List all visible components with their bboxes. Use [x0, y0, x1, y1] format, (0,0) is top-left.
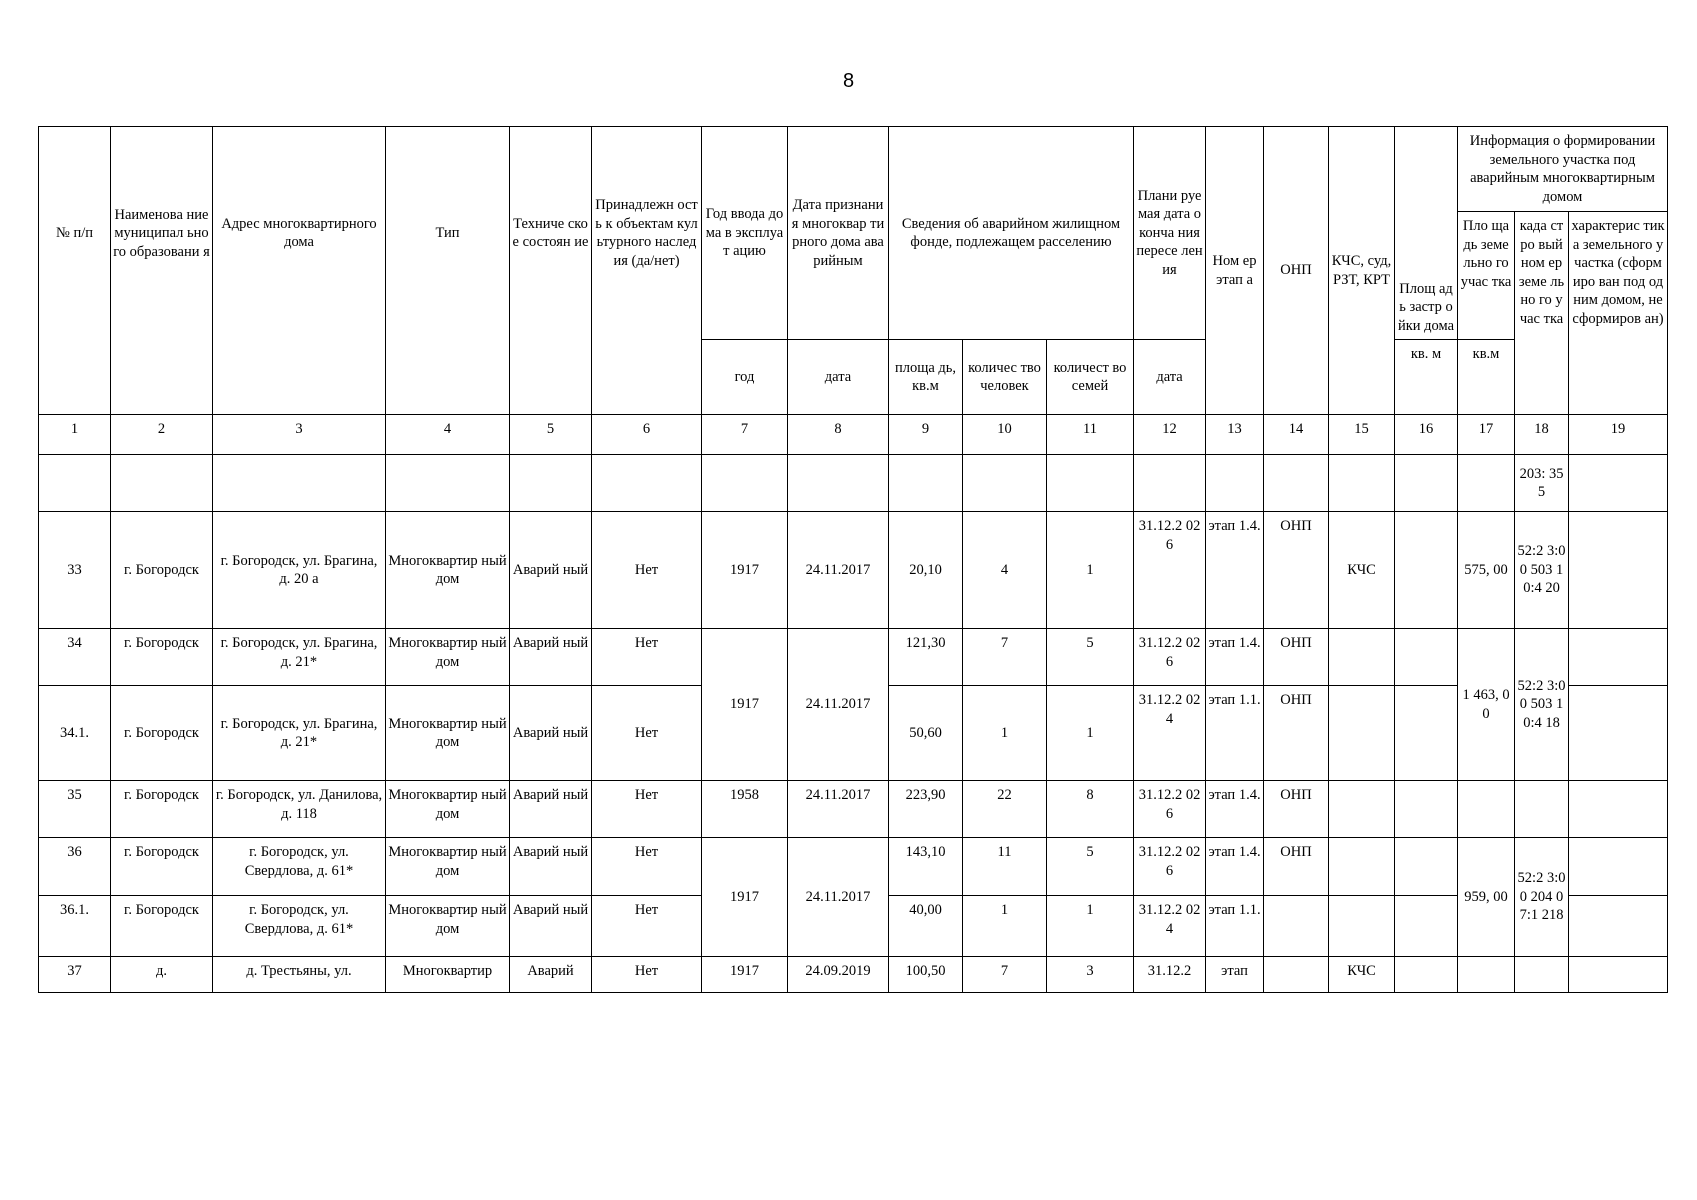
- table-cell: [788, 455, 889, 512]
- header-unit-families: количест во семей: [1047, 340, 1134, 415]
- technical-state: Аварий ный: [510, 686, 592, 781]
- address: г. Богородск, ул. Свердлова, д. 61*: [213, 896, 386, 957]
- onp: ОНП: [1264, 512, 1329, 629]
- people-count: 7: [963, 957, 1047, 993]
- table-cell: [1395, 838, 1458, 896]
- stage: этап 1.4.: [1206, 838, 1264, 896]
- header-municipality: Наименова ние муниципал ьного образовани я: [111, 127, 213, 340]
- technical-state: Аварий ный: [510, 781, 592, 838]
- building-type: Многоквартир ный дом: [386, 838, 510, 896]
- header-technical-state: Техниче ское состоян ие: [510, 127, 592, 340]
- land-area: 575, 00: [1458, 512, 1515, 629]
- planned-end-date: 31.12.2 026: [1134, 629, 1206, 686]
- area: 20,10: [889, 512, 963, 629]
- header-cell: [510, 340, 592, 415]
- building-type: Многоквартир ный дом: [386, 686, 510, 781]
- heritage: Нет: [592, 629, 702, 686]
- table-cell: [1569, 512, 1668, 629]
- address: г. Богородск, ул. Брагина, д. 21*: [213, 629, 386, 686]
- table-cell: [1569, 629, 1668, 686]
- table-cell: [1569, 838, 1668, 896]
- municipality: г. Богородск: [111, 781, 213, 838]
- area: 143,10: [889, 838, 963, 896]
- planned-end-date: 31.12.2 026: [1134, 512, 1206, 629]
- table-cell: [1329, 781, 1395, 838]
- land-area: 1 463, 00: [1458, 629, 1515, 781]
- commission-year: 1917: [702, 957, 788, 993]
- table-cell: [1458, 781, 1515, 838]
- column-number: 3: [213, 415, 386, 455]
- table-cell: [39, 455, 111, 512]
- building-type: Многоквартир: [386, 957, 510, 993]
- address: г. Богородск, ул. Свердлова, д. 61*: [213, 838, 386, 896]
- header-cadastral-number: када стро вый ном ер земе льно го учас тка: [1515, 212, 1569, 415]
- header-cell: [213, 340, 386, 415]
- column-number: 8: [788, 415, 889, 455]
- onp: ОНП: [1264, 838, 1329, 896]
- family-count: 5: [1047, 629, 1134, 686]
- address: г. Богородск, ул. Данилова, д. 118: [213, 781, 386, 838]
- emergency-date: 24.11.2017: [788, 512, 889, 629]
- emergency-date: 24.09.2019: [788, 957, 889, 993]
- table-cell: [1395, 629, 1458, 686]
- people-count: 11: [963, 838, 1047, 896]
- header-land-plot-info: Информация о формировании земельного участка под аварийным многоквартирным домом: [1458, 127, 1668, 212]
- stage: этап: [1206, 957, 1264, 993]
- column-number: 9: [889, 415, 963, 455]
- table-cell: [1329, 629, 1395, 686]
- table-cell: [1395, 781, 1458, 838]
- column-number: 2: [111, 415, 213, 455]
- column-number: 14: [1264, 415, 1329, 455]
- emergency-date: 24.11.2017: [788, 838, 889, 957]
- table-cell: [510, 455, 592, 512]
- people-count: 4: [963, 512, 1047, 629]
- cadastral-number: 203: 355: [1515, 455, 1569, 512]
- table-cell: [1329, 686, 1395, 781]
- header-unit-building-area: кв. м: [1395, 340, 1458, 415]
- header-unit-area: площа дь, кв.м: [889, 340, 963, 415]
- table-cell: [111, 455, 213, 512]
- table-cell: [1206, 455, 1264, 512]
- table-row: [39, 838, 1668, 896]
- commission-year: 1917: [702, 838, 788, 957]
- header-onp: ОНП: [1264, 127, 1329, 415]
- column-number: 10: [963, 415, 1047, 455]
- stage: этап 1.1.: [1206, 896, 1264, 957]
- header-housing-info: Сведения об аварийном жилищном фонде, подлежащем расселению: [889, 127, 1134, 340]
- row-number: 36.1.: [39, 896, 111, 957]
- municipality: г. Богородск: [111, 512, 213, 629]
- family-count: 1: [1047, 512, 1134, 629]
- emergency-date: 24.11.2017: [788, 629, 889, 781]
- table-cell: [1047, 455, 1134, 512]
- technical-state: Аварий: [510, 957, 592, 993]
- row-number: 34: [39, 629, 111, 686]
- table-cell: [592, 455, 702, 512]
- row-number: 35: [39, 781, 111, 838]
- kchs: КЧС: [1329, 957, 1395, 993]
- heritage: Нет: [592, 686, 702, 781]
- header-cell: [386, 340, 510, 415]
- address: д. Трестьяны, ул.: [213, 957, 386, 993]
- table-cell: [1329, 896, 1395, 957]
- header-land-characteristics: характерис тика земельного участка (сформиро ван под одним домом, не сформиров ан): [1569, 212, 1668, 415]
- table-cell: [1569, 686, 1668, 781]
- header-cell: [111, 340, 213, 415]
- people-count: 7: [963, 629, 1047, 686]
- column-number: 17: [1458, 415, 1515, 455]
- people-count: 1: [963, 896, 1047, 957]
- header-type: Тип: [386, 127, 510, 340]
- column-number: 18: [1515, 415, 1569, 455]
- header-kchs: КЧС, суд, РЗТ, КРТ: [1329, 127, 1395, 415]
- family-count: 8: [1047, 781, 1134, 838]
- table-cell: [1569, 896, 1668, 957]
- column-number: 13: [1206, 415, 1264, 455]
- column-number: 19: [1569, 415, 1668, 455]
- table-cell: [1329, 455, 1395, 512]
- column-number: 5: [510, 415, 592, 455]
- stage: этап 1.1.: [1206, 686, 1264, 781]
- table-cell: [1395, 957, 1458, 993]
- land-area: 959, 00: [1458, 838, 1515, 957]
- planned-end-date: 31.12.2: [1134, 957, 1206, 993]
- table-cell: [1395, 512, 1458, 629]
- heritage: Нет: [592, 896, 702, 957]
- column-number: 12: [1134, 415, 1206, 455]
- planned-end-date: 31.12.2 026: [1134, 838, 1206, 896]
- header-unit-people: количес тво человек: [963, 340, 1047, 415]
- building-type: Многоквартир ный дом: [386, 781, 510, 838]
- planned-end-date: 31.12.2 024: [1134, 686, 1206, 781]
- header-row-number: № п/п: [39, 127, 111, 340]
- table-cell: [1458, 455, 1515, 512]
- planned-end-date: 31.12.2 026: [1134, 781, 1206, 838]
- row-number: 34.1.: [39, 686, 111, 781]
- planned-end-date: 31.12.2 024: [1134, 896, 1206, 957]
- header-row: [39, 127, 1668, 212]
- column-numbers-row: [39, 415, 1668, 455]
- technical-state: Аварий ный: [510, 838, 592, 896]
- table-cell: [1515, 781, 1569, 838]
- row-number: 33: [39, 512, 111, 629]
- table-cell: [1395, 686, 1458, 781]
- table-row: [39, 781, 1668, 838]
- header-address: Адрес многоквартирного дома: [213, 127, 386, 340]
- table-row: [39, 957, 1668, 993]
- header-unit-end-date: дата: [1134, 340, 1206, 415]
- table-cell: [1264, 455, 1329, 512]
- emergency-date: 24.11.2017: [788, 781, 889, 838]
- table-cell: [1395, 455, 1458, 512]
- onp: ОНП: [1264, 686, 1329, 781]
- people-count: 22: [963, 781, 1047, 838]
- stage: этап 1.4.: [1206, 512, 1264, 629]
- heritage: Нет: [592, 838, 702, 896]
- family-count: 1: [1047, 686, 1134, 781]
- stage: этап 1.4.: [1206, 629, 1264, 686]
- building-type: Многоквартир ный дом: [386, 512, 510, 629]
- area: 40,00: [889, 896, 963, 957]
- family-count: 5: [1047, 838, 1134, 896]
- header-stage-number: Ном ер этап а: [1206, 127, 1264, 415]
- header-heritage: Принадлежн ость к объектам культурного наследия (да/нет): [592, 127, 702, 340]
- header-commission-year: Год ввода дома в эксплуат ацию: [702, 127, 788, 340]
- cadastral-number: 52:2 3:00 503 10:4 18: [1515, 629, 1569, 781]
- emergency-housing-table: [38, 126, 1668, 993]
- commission-year: 1917: [702, 629, 788, 781]
- family-count: 1: [1047, 896, 1134, 957]
- table-cell: [1569, 957, 1668, 993]
- onp: ОНП: [1264, 781, 1329, 838]
- area: 50,60: [889, 686, 963, 781]
- heritage: Нет: [592, 512, 702, 629]
- header-cell: [39, 340, 111, 415]
- cadastral-number: 52:2 3:00 503 10:4 20: [1515, 512, 1569, 629]
- table-cell: [702, 455, 788, 512]
- table-cell: [1515, 957, 1569, 993]
- column-number: 6: [592, 415, 702, 455]
- municipality: д.: [111, 957, 213, 993]
- column-number: 7: [702, 415, 788, 455]
- commission-year: 1917: [702, 512, 788, 629]
- header-unit-date: дата: [788, 340, 889, 415]
- municipality: г. Богородск: [111, 629, 213, 686]
- technical-state: Аварий ный: [510, 896, 592, 957]
- technical-state: Аварий ный: [510, 512, 592, 629]
- table-cell: [963, 455, 1047, 512]
- header-unit-year: год: [702, 340, 788, 415]
- address: г. Богородск, ул. Брагина, д. 20 а: [213, 512, 386, 629]
- table-cell: [1569, 455, 1668, 512]
- heritage: Нет: [592, 957, 702, 993]
- row-number: 36: [39, 838, 111, 896]
- building-type: Многоквартир ный дом: [386, 896, 510, 957]
- table-cell: [386, 455, 510, 512]
- table-cell: [1264, 896, 1329, 957]
- heritage: Нет: [592, 781, 702, 838]
- family-count: 3: [1047, 957, 1134, 993]
- onp: ОНП: [1264, 629, 1329, 686]
- municipality: г. Богородск: [111, 838, 213, 896]
- table-cell: [1458, 957, 1515, 993]
- header-planned-end-date: Плани руемая дата оконча ния пересе ления: [1134, 127, 1206, 340]
- page-number: 8: [842, 70, 855, 92]
- column-number: 16: [1395, 415, 1458, 455]
- area: 121,30: [889, 629, 963, 686]
- header-building-area: Площ адь застр ойки дома: [1395, 127, 1458, 340]
- area: 223,90: [889, 781, 963, 838]
- technical-state: Аварий ный: [510, 629, 592, 686]
- municipality: г. Богородск: [111, 896, 213, 957]
- address: г. Богородск, ул. Брагина, д. 21*: [213, 686, 386, 781]
- building-type: Многоквартир ный дом: [386, 629, 510, 686]
- column-number: 11: [1047, 415, 1134, 455]
- column-number: 1: [39, 415, 111, 455]
- table-cell: [1395, 896, 1458, 957]
- stage: этап 1.4.: [1206, 781, 1264, 838]
- table-row: [39, 512, 1668, 629]
- table-cell: [889, 455, 963, 512]
- table-row: [39, 629, 1668, 686]
- area: 100,50: [889, 957, 963, 993]
- table-cell: [1569, 781, 1668, 838]
- table-row: [39, 455, 1668, 512]
- table-cell: [213, 455, 386, 512]
- table-cell: [1134, 455, 1206, 512]
- cadastral-number: 52:2 3:00 204 07:1 218: [1515, 838, 1569, 957]
- column-number: 4: [386, 415, 510, 455]
- header-emergency-date: Дата признания многоквар тирного дома аварийным: [788, 127, 889, 340]
- column-number: 15: [1329, 415, 1395, 455]
- table-cell: [1329, 838, 1395, 896]
- header-land-area: Пло щадь земе льно го учас тка: [1458, 212, 1515, 340]
- people-count: 1: [963, 686, 1047, 781]
- municipality: г. Богородск: [111, 686, 213, 781]
- kchs: КЧС: [1329, 512, 1395, 629]
- table-cell: [1264, 957, 1329, 993]
- header-cell: [592, 340, 702, 415]
- header-unit-land-area: кв.м: [1458, 340, 1515, 415]
- commission-year: 1958: [702, 781, 788, 838]
- row-number: 37: [39, 957, 111, 993]
